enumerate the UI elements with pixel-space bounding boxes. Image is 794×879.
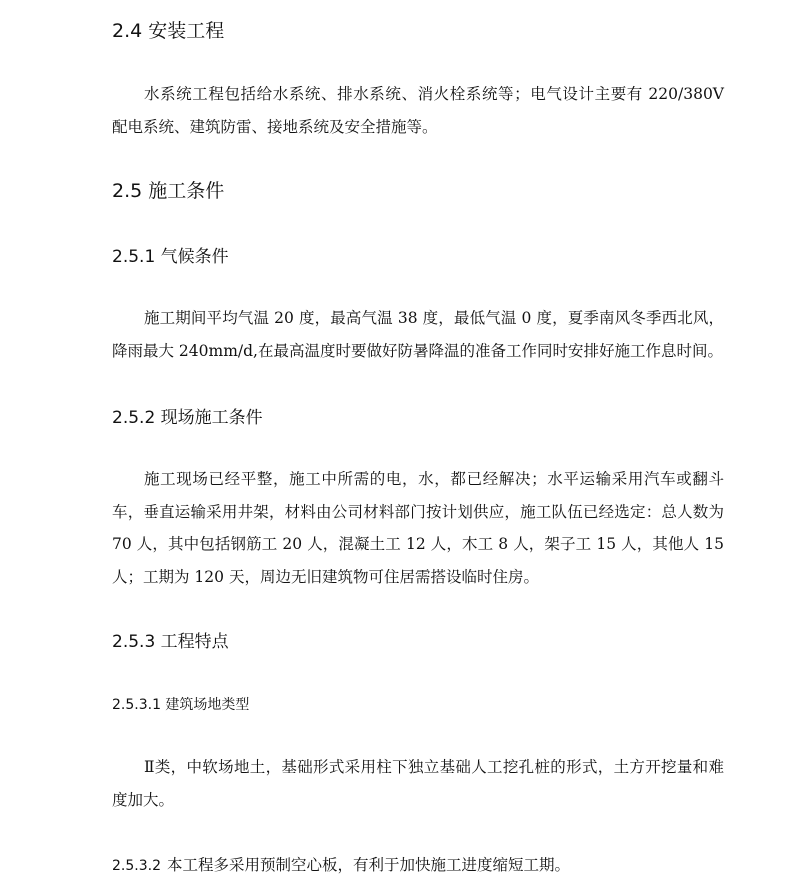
- item-2-5-3-2-text: 本工程多采用预制空心板，有利于加快施工进度缩短工期。: [166, 856, 570, 874]
- paragraph-climate: 施工期间平均气温 20 度，最高气温 38 度，最低气温 0 度，夏季南风冬季西北风，降雨最大 240mm/d,在最高温度时要做好防暑降温的准备工作同时安排好施工作息时间。: [112, 309, 724, 360]
- paragraph-site-conditions: 施工现场已经平整，施工中所需的电，水，都已经解决；水平运输采用汽车或翻斗车，垂直运输采用井架，材料由公司材料部门按计划供应，施工队伍已经选定：总人数为 70 人，其中包括钢筋工 20 人，混凝土工 12 人，木工 8 人，架子工 15 人，其他人 15 人；工期为 120 天，周边无旧建筑物可住居需搭设临时住房。: [112, 470, 724, 586]
- paragraph-installation: 水系统工程包括给水系统、排水系统、消火栓系统等；电气设计主要有 220/380V 配电系统、建筑防雷、接地系统及安全措施等。: [112, 85, 724, 136]
- paragraph-site-type: Ⅱ类，中软场地土，基础形式采用柱下独立基础人工挖孔桩的形式，土方开挖量和难度加大。: [112, 758, 724, 809]
- heading-2-4: 2.4 安装工程: [112, 20, 225, 42]
- item-2-5-3-2-number: 2.5.3.2: [112, 858, 161, 874]
- heading-2-5-3-1: 2.5.3.1 建筑场地类型: [112, 697, 250, 713]
- heading-2-5-2: 2.5.2 现场施工条件: [112, 408, 263, 428]
- heading-2-5: 2.5 施工条件: [112, 180, 225, 202]
- heading-2-5-3: 2.5.3 工程特点: [112, 632, 229, 652]
- item-2-5-3-2: [112, 853, 570, 875]
- heading-2-5-1: 2.5.1 气候条件: [112, 247, 229, 267]
